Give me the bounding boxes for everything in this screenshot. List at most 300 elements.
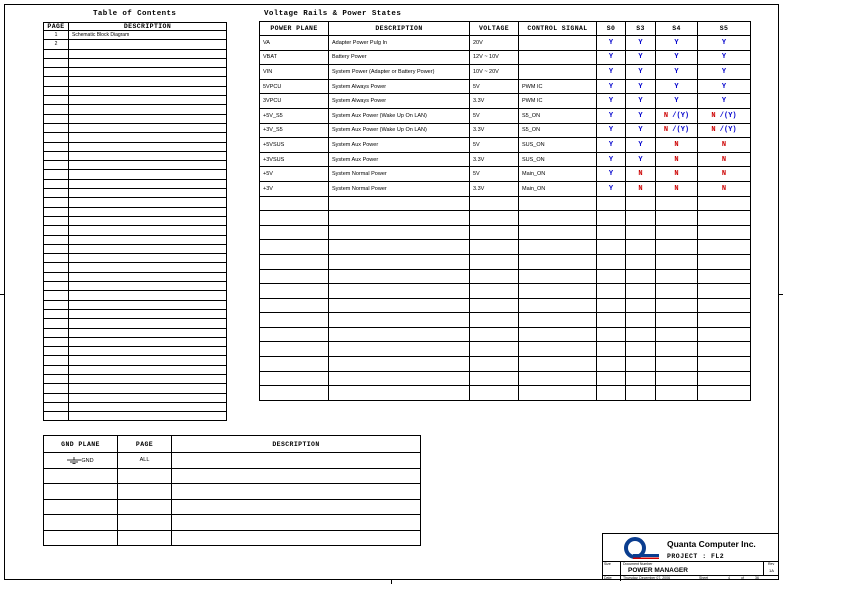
rail-ctrl: [519, 269, 597, 284]
rev-value: 1A: [769, 568, 774, 573]
state-primary: Y: [608, 140, 614, 149]
toc-description: [69, 58, 227, 67]
rail-ctrl: SUS_ON: [519, 152, 597, 167]
rail-plane: [260, 386, 329, 401]
rail-s4: [656, 123, 698, 138]
toc-description: [69, 291, 227, 300]
rail-volt: [470, 298, 519, 313]
rail-plane: [260, 211, 329, 226]
toc-page: [44, 328, 69, 337]
rail-volt: [470, 284, 519, 299]
rail-row: [260, 167, 751, 182]
rail-row: [260, 36, 751, 51]
rails-table: [259, 21, 751, 401]
gnd-row: [44, 468, 421, 484]
gnd-plane: [44, 453, 118, 469]
rail-plane: 3VPCU: [260, 94, 329, 109]
toc-description: [69, 114, 227, 123]
toc-page: [44, 179, 69, 188]
rail-s0: [597, 342, 626, 357]
toc-page: [44, 161, 69, 170]
state-primary: Y: [721, 82, 727, 91]
toc-description: [69, 309, 227, 318]
state-primary: N: [663, 126, 669, 135]
rail-ctrl: [519, 36, 597, 51]
rail-desc: [329, 225, 470, 240]
rail-s5: [698, 225, 751, 240]
gnd-table: [43, 435, 421, 546]
state-primary: Y: [638, 38, 643, 47]
rail-s5: [698, 196, 751, 211]
rail-plane: VA: [260, 36, 329, 51]
toc-description: [69, 170, 227, 179]
toc-page: [44, 151, 69, 160]
of-label: of: [741, 576, 744, 580]
rail-s0: [597, 65, 626, 80]
rail-s3: [626, 269, 656, 284]
rail-s3: [626, 357, 656, 372]
gnd-page: [118, 530, 172, 546]
rail-ctrl: [519, 357, 597, 372]
toc-page: [44, 198, 69, 207]
toc-description: [69, 86, 227, 95]
rail-s4: [656, 386, 698, 401]
toc-description: [69, 179, 227, 188]
rail-plane: 5VPCU: [260, 79, 329, 94]
toc-description: [69, 77, 227, 86]
toc-row: [44, 170, 227, 179]
rail-plane: VBAT: [260, 50, 329, 65]
rail-s5: [698, 313, 751, 328]
rail-plane: [260, 284, 329, 299]
toc-description: Schematic Block Diagram: [69, 31, 227, 40]
rail-s5: [698, 138, 751, 153]
rail-ctrl: [519, 196, 597, 211]
rail-s4: [656, 284, 698, 299]
state-alt: /(Y): [715, 111, 737, 120]
rail-s5: [698, 254, 751, 269]
toc-row: [44, 123, 227, 132]
rail-s4: [656, 94, 698, 109]
toc-row: [44, 393, 227, 402]
rail-ctrl: [519, 386, 597, 401]
rails-header-s3: S3: [626, 22, 656, 36]
rail-s3: [626, 240, 656, 255]
rail-plane: VIN: [260, 65, 329, 80]
rails-header-control: CONTROL SIGNAL: [519, 22, 597, 36]
toc-description: [69, 226, 227, 235]
state-alt: /(Y): [668, 126, 690, 135]
toc-page: [44, 254, 69, 263]
toc-description: [69, 356, 227, 365]
toc-row: [44, 133, 227, 142]
rail-volt: 3.3V: [470, 181, 519, 196]
rail-s0: [597, 327, 626, 342]
rail-s0: [597, 196, 626, 211]
rail-ctrl: [519, 65, 597, 80]
rail-s4: [656, 225, 698, 240]
title-block: [602, 533, 779, 580]
rail-row: [260, 79, 751, 94]
gnd-description: [172, 468, 421, 484]
rail-desc: System Normal Power: [329, 181, 470, 196]
state-primary: N: [711, 111, 716, 120]
state-primary: N: [638, 184, 643, 193]
state-primary: Y: [608, 67, 614, 76]
rail-s4: [656, 79, 698, 94]
toc-row: [44, 291, 227, 300]
rail-row: [260, 357, 751, 372]
rail-s0: [597, 225, 626, 240]
rail-volt: [470, 357, 519, 372]
rail-desc: [329, 342, 470, 357]
rail-s5: [698, 357, 751, 372]
rail-ctrl: [519, 342, 597, 357]
rail-row: [260, 94, 751, 109]
state-primary: N: [663, 111, 669, 120]
state-primary: Y: [608, 82, 614, 91]
rail-s0: [597, 269, 626, 284]
rail-s3: [626, 284, 656, 299]
toc-row: [44, 282, 227, 291]
rail-volt: 10V ~ 20V: [470, 65, 519, 80]
toc-page: [44, 393, 69, 402]
toc-title: Table of Contents: [93, 10, 177, 18]
rail-plane: +3V: [260, 181, 329, 196]
rails-header-voltage: VOLTAGE: [470, 22, 519, 36]
rail-row: [260, 313, 751, 328]
gnd-page: [118, 499, 172, 515]
toc-description: [69, 412, 227, 421]
rail-desc: [329, 240, 470, 255]
rail-s0: [597, 123, 626, 138]
toc-page: [44, 142, 69, 151]
rail-volt: [470, 225, 519, 240]
rail-plane: [260, 371, 329, 386]
rail-desc: [329, 357, 470, 372]
state-primary: Y: [638, 155, 643, 164]
rail-s4: [656, 357, 698, 372]
toc-page: [44, 263, 69, 272]
rail-s5: [698, 65, 751, 80]
state-primary: N: [674, 140, 679, 149]
toc-description: [69, 384, 227, 393]
rail-ctrl: PWM IC: [519, 79, 597, 94]
rail-desc: System Normal Power: [329, 167, 470, 182]
toc-page: [44, 49, 69, 58]
toc-page: [44, 133, 69, 142]
gnd-header-plane: GND PLANE: [44, 436, 118, 453]
toc-page: [44, 68, 69, 77]
rail-plane: [260, 269, 329, 284]
rail-row: [260, 254, 751, 269]
state-primary: Y: [608, 170, 614, 179]
rail-s5: [698, 79, 751, 94]
toc-page: [44, 244, 69, 253]
state-primary: N: [721, 170, 727, 179]
rail-desc: [329, 298, 470, 313]
ground-symbol-icon: [67, 458, 81, 464]
toc-page: [44, 309, 69, 318]
gnd-row: [44, 484, 421, 500]
frame-tick: [0, 294, 4, 295]
rail-s4: [656, 298, 698, 313]
toc-description: [69, 105, 227, 114]
rail-s4: [656, 371, 698, 386]
date-value: Thursday, December 07, 2006: [623, 576, 671, 580]
state-primary: Y: [721, 67, 727, 76]
rail-s0: [597, 284, 626, 299]
rail-plane: [260, 327, 329, 342]
rail-desc: System Aux Power (Wake Up On LAN): [329, 123, 470, 138]
toc-page: [44, 272, 69, 281]
toc-description: [69, 216, 227, 225]
rail-s0: [597, 138, 626, 153]
company-name: Quanta Computer Inc.: [667, 539, 756, 549]
toc-description: [69, 272, 227, 281]
gnd-description: [172, 515, 421, 531]
gnd-row: [44, 453, 421, 469]
toc-description: [69, 235, 227, 244]
toc-description: [69, 365, 227, 374]
state-primary: Y: [608, 38, 614, 47]
state-primary: Y: [638, 111, 643, 120]
rail-ctrl: S5_ON: [519, 108, 597, 123]
rail-plane: +3VSUS: [260, 152, 329, 167]
rail-s0: [597, 357, 626, 372]
gnd-header-page: PAGE: [118, 436, 172, 453]
toc-row: [44, 216, 227, 225]
toc-row: [44, 254, 227, 263]
toc-description: [69, 151, 227, 160]
rail-row: [260, 240, 751, 255]
state-primary: N: [674, 170, 679, 179]
toc-description: [69, 402, 227, 411]
rail-s4: [656, 254, 698, 269]
toc-description: [69, 49, 227, 58]
gnd-page: [118, 484, 172, 500]
toc-page: 1: [44, 31, 69, 40]
rev-label: Rev: [768, 562, 775, 566]
toc-row: [44, 272, 227, 281]
rail-ctrl: [519, 327, 597, 342]
rail-volt: 5V: [470, 138, 519, 153]
toc-description: [69, 96, 227, 105]
rail-desc: [329, 254, 470, 269]
toc-row: [44, 40, 227, 49]
rail-row: [260, 152, 751, 167]
state-primary: Y: [608, 97, 614, 106]
rail-desc: System Always Power: [329, 79, 470, 94]
sheet-label: Sheet: [699, 576, 709, 580]
gnd-description: [172, 484, 421, 500]
toc-row: [44, 226, 227, 235]
toc-row: [44, 402, 227, 411]
rail-s5: [698, 94, 751, 109]
toc-row: [44, 58, 227, 67]
rail-ctrl: S5_ON: [519, 123, 597, 138]
rail-volt: [470, 327, 519, 342]
rail-s3: [626, 254, 656, 269]
rails-header-s5: S5: [698, 22, 751, 36]
toc-page: [44, 189, 69, 198]
rail-s3: [626, 327, 656, 342]
state-primary: Y: [638, 82, 643, 91]
rail-ctrl: [519, 240, 597, 255]
toc-page: [44, 374, 69, 383]
toc-description: [69, 133, 227, 142]
rail-plane: +3V_S5: [260, 123, 329, 138]
toc-row: [44, 384, 227, 393]
toc-row: [44, 96, 227, 105]
frame-tick: [391, 580, 392, 584]
rail-s5: [698, 211, 751, 226]
rail-desc: System Aux Power: [329, 138, 470, 153]
rail-row: [260, 123, 751, 138]
gnd-row: [44, 530, 421, 546]
rail-s4: [656, 269, 698, 284]
rail-row: [260, 386, 751, 401]
toc-page: [44, 412, 69, 421]
rail-volt: [470, 211, 519, 226]
rail-plane: +5VSUS: [260, 138, 329, 153]
toc-row: [44, 300, 227, 309]
toc-row: [44, 235, 227, 244]
toc-description: [69, 282, 227, 291]
rail-s3: [626, 196, 656, 211]
rail-desc: System Aux Power (Wake Up On LAN): [329, 108, 470, 123]
rail-s4: [656, 50, 698, 65]
state-primary: Y: [608, 126, 614, 135]
toc-row: [44, 105, 227, 114]
toc-page: [44, 282, 69, 291]
rail-s4: [656, 181, 698, 196]
rail-row: [260, 196, 751, 211]
rail-s5: [698, 327, 751, 342]
toc-row: [44, 328, 227, 337]
state-primary: Y: [638, 126, 643, 135]
rail-s0: [597, 240, 626, 255]
toc-row: [44, 161, 227, 170]
gnd-row: [44, 499, 421, 515]
rail-s4: [656, 138, 698, 153]
rail-desc: Battery Power: [329, 50, 470, 65]
toc-row: [44, 31, 227, 40]
gnd-description: [172, 453, 421, 469]
sheet-number: 4: [728, 576, 730, 580]
state-primary: Y: [608, 184, 614, 193]
rail-row: [260, 50, 751, 65]
toc-page: [44, 319, 69, 328]
rail-s3: [626, 181, 656, 196]
toc-page: [44, 356, 69, 365]
rail-s4: [656, 313, 698, 328]
rail-s4: [656, 36, 698, 51]
rail-row: [260, 225, 751, 240]
quanta-logo-icon: [623, 537, 663, 561]
toc-row: [44, 263, 227, 272]
state-primary: Y: [638, 140, 643, 149]
rail-desc: System Power (Adapter or Battery Power): [329, 65, 470, 80]
rail-s3: [626, 123, 656, 138]
toc-description: [69, 68, 227, 77]
toc-page: [44, 96, 69, 105]
rail-s3: [626, 386, 656, 401]
rail-s0: [597, 313, 626, 328]
rail-plane: [260, 225, 329, 240]
toc-row: [44, 179, 227, 188]
rail-s3: [626, 313, 656, 328]
rail-s3: [626, 371, 656, 386]
toc-description: [69, 244, 227, 253]
toc-page: [44, 402, 69, 411]
rail-plane: [260, 196, 329, 211]
toc-description: [69, 189, 227, 198]
rail-ctrl: [519, 211, 597, 226]
gnd-plane: [44, 515, 118, 531]
rail-s5: [698, 36, 751, 51]
rail-ctrl: [519, 298, 597, 313]
rail-volt: 20V: [470, 36, 519, 51]
rail-row: [260, 269, 751, 284]
rail-ctrl: Main_ON: [519, 167, 597, 182]
project-name: PROJECT : FL2: [667, 553, 725, 560]
rail-desc: System Always Power: [329, 94, 470, 109]
toc-page: [44, 347, 69, 356]
toc-row: [44, 142, 227, 151]
gnd-plane: [44, 468, 118, 484]
toc-row: [44, 374, 227, 383]
rail-s5: [698, 50, 751, 65]
rail-volt: [470, 196, 519, 211]
rail-row: [260, 284, 751, 299]
rail-ctrl: [519, 371, 597, 386]
rail-s4: [656, 211, 698, 226]
rail-s5: [698, 284, 751, 299]
rail-s3: [626, 342, 656, 357]
toc-row: [44, 347, 227, 356]
rail-volt: [470, 313, 519, 328]
rail-plane: [260, 298, 329, 313]
toc-description: [69, 374, 227, 383]
rails-header-description: DESCRIPTION: [329, 22, 470, 36]
rail-s5: [698, 108, 751, 123]
toc-page: [44, 86, 69, 95]
gnd-header-description: DESCRIPTION: [172, 436, 421, 453]
toc-page: [44, 123, 69, 132]
toc-page: [44, 170, 69, 179]
rail-s5: [698, 152, 751, 167]
rail-s3: [626, 211, 656, 226]
rail-s0: [597, 371, 626, 386]
rail-volt: 5V: [470, 79, 519, 94]
toc-row: [44, 244, 227, 253]
rail-desc: [329, 196, 470, 211]
toc-description: [69, 142, 227, 151]
toc-table: [43, 22, 227, 421]
state-primary: N: [721, 140, 727, 149]
rail-s3: [626, 36, 656, 51]
state-primary: N: [674, 155, 679, 164]
rail-volt: 3.3V: [470, 123, 519, 138]
rail-s5: [698, 181, 751, 196]
rail-row: [260, 211, 751, 226]
rail-desc: Adapter Power Pulg In: [329, 36, 470, 51]
state-primary: Y: [638, 97, 643, 106]
rail-desc: System Aux Power: [329, 152, 470, 167]
gnd-description: [172, 530, 421, 546]
rail-volt: 5V: [470, 167, 519, 182]
